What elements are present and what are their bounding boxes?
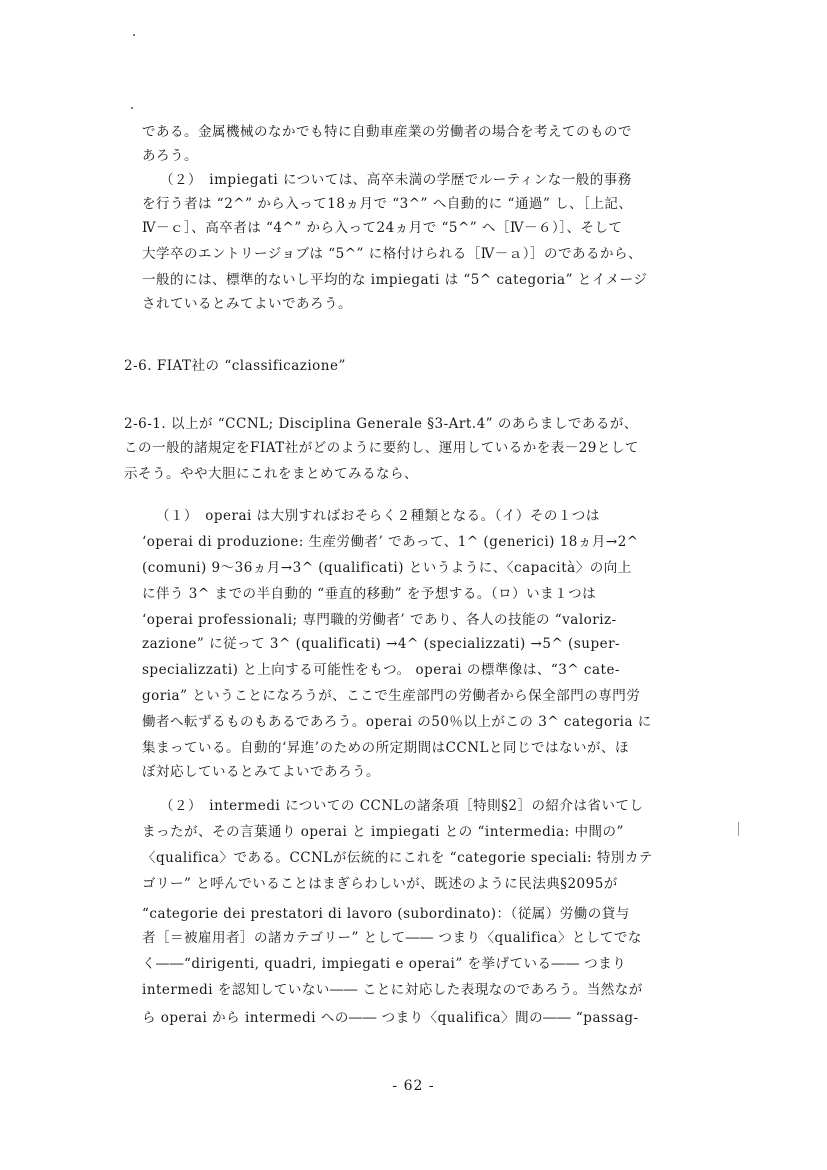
body-line: （１） operai は大別すればおそらく２種類となる。（イ）その１つは: [156, 508, 600, 524]
body-line: 一般的には、標準的ないし平均的な impiegati は “5^ categoria” とイメージ: [142, 272, 648, 288]
body-line: である。金属機械のなかでも特に自動車産業の労働者の場合を考えてのもので: [142, 124, 632, 140]
body-line: intermedi を認知していない―― ことに対応した表現なのであろう。当然なが: [142, 982, 643, 998]
body-line: ゴリー” と呼んでいることはまぎらわしいが、既述のように民法典§2095が: [142, 876, 618, 892]
body-line: を行う者は “2^” から入って18ヵ月で “3^” へ自動的に “通過” し、［上記、: [142, 196, 633, 212]
body-line: されているとみてよいであろう。: [142, 296, 352, 312]
body-line: まったが、その言葉通り operai と impiegati との “intermedia: 中間の”: [142, 824, 624, 840]
body-line: 2-6-1. 以上が “CCNL; Disciplina Generale §3-Art.4” のあらましであるが、: [124, 416, 638, 432]
body-line: あろう。: [142, 148, 198, 164]
body-line: く――“dirigenti, quadri, impiegati e operai” を挙げている―― つまり: [142, 956, 627, 972]
body-line: Ⅳ－ｃ］、高卒者は “4^” から入って24ヵ月で “5^” へ［Ⅳ－６）］、そして: [142, 220, 623, 236]
body-line: ‘operai professionali; 専門職的労働者’ であり、各人の技能の “valoriz-: [142, 612, 617, 628]
body-line: 働者へ転ずるものもあるであろう。operai の50％以上がこの 3^ categoria に: [142, 714, 652, 730]
body-line: ら operai から intermedi への―― つまり〈qualifica〉間の―― “passag-: [142, 1010, 639, 1026]
body-line: goria” ということになろうが、ここで生産部門の労働者から保全部門の専門労: [142, 688, 641, 704]
body-line: この一般的諸規定をFIAT社がどのように要約し、運用しているかを表－29として: [124, 440, 639, 456]
body-line: 者［＝被雇用者］の諸カテゴリー” として―― つまり〈qualifica〉としてでな: [142, 930, 642, 946]
body-line: (comuni) 9～36ヵ月→3^ (qualificati) というように、〈capacità〉の向上: [142, 560, 632, 576]
body-line: （２） impiegati については、高卒未満の学歴でルーティンな一般的事務: [160, 172, 632, 188]
body-line: に伴う 3^ までの半自動的 “垂直的移動” を予想する。（ロ）いま１つは: [142, 586, 597, 602]
scan-speck: [133, 34, 135, 36]
body-line: 集まっている。自動的‘昇進’のための所定期間はCCNLと同じではないが、ほ: [142, 740, 630, 756]
body-line: 大学卒のエントリージョブは “5^” に格付けられる［Ⅳ－ａ）］のであるから、: [142, 246, 642, 262]
body-line: 〈qualifica〉である。CCNLが伝統的にこれを “categorie speciali: 特別カテ: [142, 850, 653, 866]
body-line: “categorie dei prestatori di lavoro (subordinato)：（従属）労働の貸与: [142, 906, 630, 922]
body-line: zazione” に従って 3^ (qualificati) →4^ (specializzati) →5^ (super-: [142, 636, 621, 652]
page-number: - 62 -: [392, 1078, 435, 1094]
scan-speck: [131, 107, 133, 109]
section-heading: 2-6. FIAT社の “classificazione”: [124, 358, 346, 374]
scan-mark: [738, 822, 739, 836]
body-line: ‘operai di produzione: 生産労働者’ であって、1^ (generici) 18ヵ月→2^: [142, 534, 639, 550]
body-line: specializzati) と上向する可能性をもつ。 operai の標準像は、“3^ cate-: [142, 662, 620, 678]
body-line: ぼ対応しているとみてよいであろう。: [142, 764, 380, 780]
body-line: （２） intermedi についての CCNLの諸条項［特則§2］の紹介は省いてし: [160, 798, 644, 814]
body-line: 示そう。やや大胆にこれをまとめてみるなら、: [124, 466, 418, 482]
